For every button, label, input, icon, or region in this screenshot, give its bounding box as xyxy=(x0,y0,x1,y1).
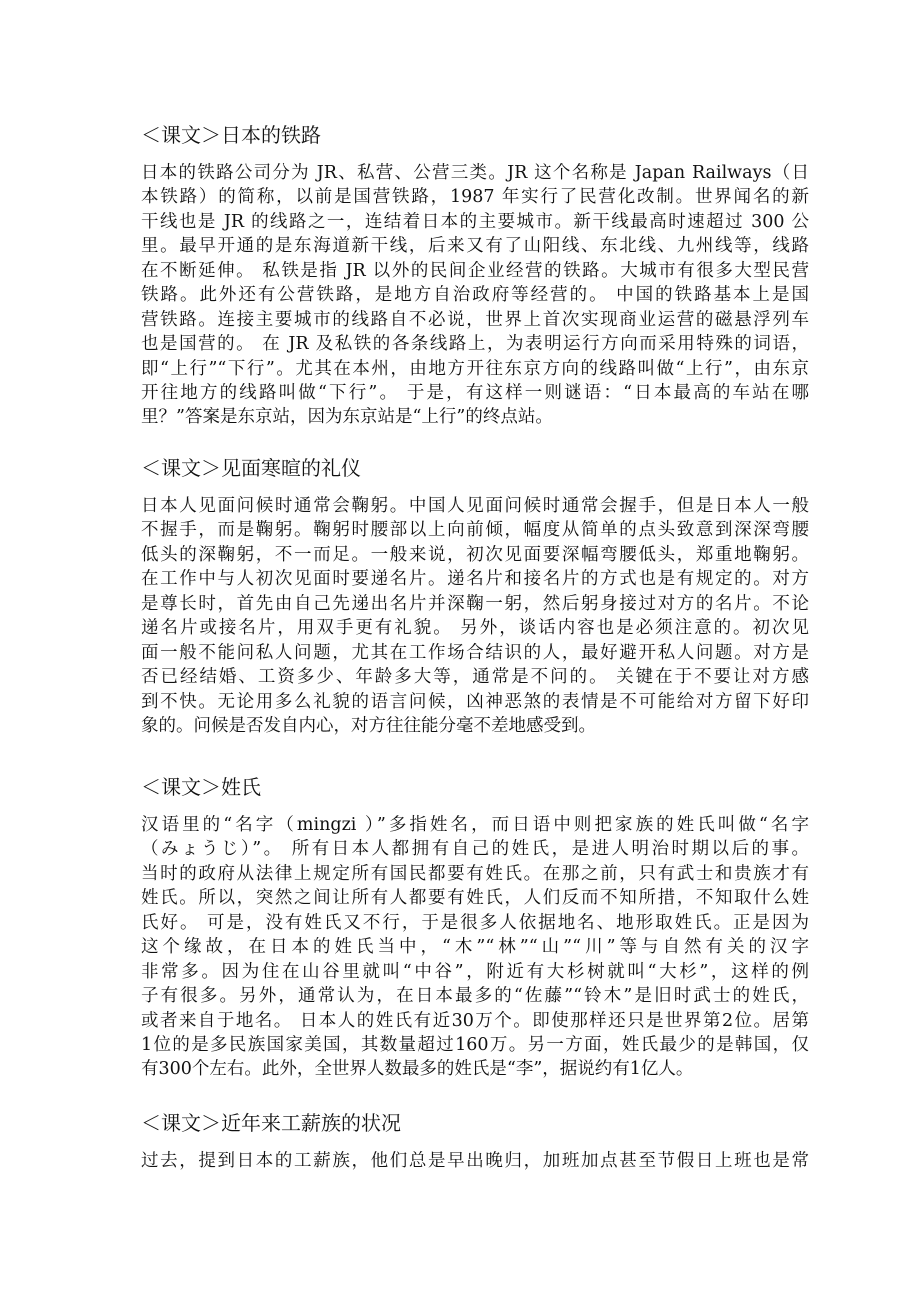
paragraph-line: 或者来自于地名。 日本人的姓氏有近30万个。即使那样还只是世界第2位。居第 xyxy=(141,1010,809,1031)
paragraph-line: 在不断延伸。 私铁是指 JR 以外的民间企业经营的铁路。大城市有很多大型民营 xyxy=(141,260,809,281)
paragraph-line: 在工作中与人初次见面时要递名片。递名片和接名片的方式也是有规定的。对方 xyxy=(141,569,809,590)
section-salarymen xyxy=(141,1109,809,1173)
paragraph-line: 非常多。因为住在山谷里就叫“中谷”，附近有大杉树就叫“大杉”，这样的例 xyxy=(141,961,809,982)
paragraph-line: 到不快。无论用多么礼貌的语言问候，凶神恶煞的表情是不可能给对方留下好印 xyxy=(141,691,809,712)
paragraph-line: 低头的深鞠躬，不一而足。一般来说，初次见面要深幅弯腰低头，郑重地鞠躬。 xyxy=(141,544,809,565)
paragraph-line: 递名片或接名片，用双手更有礼貌。 另外，谈话内容也是必须注意的。初次见 xyxy=(141,618,809,639)
paragraph-line: 不握手，而是鞠躬。鞠躬时腰部以上向前倾，幅度从简单的点头致意到深深弯腰 xyxy=(141,520,809,541)
paragraph-line: 即“上行”“下行”。尤其在本州，由地方开往东京方向的线路叫做“上行”，由东京 xyxy=(141,358,809,379)
paragraph-line: 否已经结婚、工资多少、年龄多大等，通常是不问的。 关键在于不要让对方感 xyxy=(141,667,809,688)
paragraph-line: 氏好。 可是，没有姓氏又不行，于是很多人依据地名、地形取姓氏。正是因为 xyxy=(141,912,809,933)
paragraph-line: 营铁路。连接主要城市的线路自不必说，世界上首次实现商业运营的磁悬浮列车 xyxy=(141,309,809,330)
paragraph-line: 开往地方的线路叫做“下行”。 于是，有这样一则谜语：“日本最高的车站在哪 xyxy=(141,382,809,403)
paragraph-line: （みょうじ）”。 所有日本人都拥有自己的姓氏，是进人明治时期以后的事。 xyxy=(141,839,809,860)
section-title: ＜课文＞近年来工薪族的状况 xyxy=(141,1111,401,1135)
paragraph-line: 面一般不能问私人问题，尤其在工作场合结识的人，最好避开私人问题。对方是 xyxy=(141,642,809,663)
section-surnames xyxy=(141,773,809,1082)
paragraph-line: 里？”答案是东京站，因为东京站是“上行”的终点站。 xyxy=(141,407,553,428)
section-title: ＜课文＞姓氏 xyxy=(141,775,261,799)
paragraph-line: 也是国营的。 在 JR 及私铁的各条线路上，为表明运行方向而采用特殊的词语， xyxy=(141,334,809,355)
paragraph-line: 日本人见面问候时通常会鞠躬。中国人见面问候时通常会握手，但是日本人一般 xyxy=(141,496,809,516)
paragraph-line: 子有很多。另外，通常认为，在日本最多的“佐藤”“铃木”是旧时武士的姓氏， xyxy=(141,986,809,1007)
section-greeting-etiquette xyxy=(141,454,809,738)
paragraph-line: 1位的是多民族国家美国，其数量超过160万。另一方面，姓氏最少的是韩国，仅 xyxy=(141,1034,809,1055)
paragraph-line: 是尊长时，首先由自己先递出名片并深鞠一躬，然后躬身接过对方的名片。不论 xyxy=(141,593,809,614)
section-railways xyxy=(141,121,809,430)
paragraph-line: 本铁路）的简称，以前是国营铁路，1987 年实行了民营化改制。世界闻名的新 xyxy=(141,187,809,208)
paragraph-line: 日本的铁路公司分为 JR、私营、公营三类。JR 这个名称是 Japan Railways（日 xyxy=(141,163,809,183)
section-title: ＜课文＞日本的铁路 xyxy=(141,123,321,147)
paragraph-line: 有300个左右。此外，全世界人数最多的姓氏是“李”，据说约有1亿人。 xyxy=(141,1059,694,1080)
paragraph-line: 当时的政府从法律上规定所有国民都要有姓氏。在那之前，只有武士和贵族才有 xyxy=(141,863,809,884)
paragraph-line: 汉语里的“名字（mingzi ）”多指姓名，而日语中则把家族的姓氏叫做“名字 xyxy=(141,815,809,835)
paragraph-line: 姓氏。所以，突然之间让所有人都要有姓氏，人们反而不知所措，不知取什么姓 xyxy=(141,888,809,909)
paragraph-line: 干线也是 JR 的线路之一，连结着日本的主要城市。新干线最高时速超过 300 公 xyxy=(141,211,809,232)
paragraph-line: 过去，提到日本的工薪族，他们总是早出晚归，加班加点甚至节假日上班也是常 xyxy=(141,1151,809,1171)
paragraph-line: 铁路。此外还有公营铁路，是地方自治政府等经营的。 中国的铁路基本上是国 xyxy=(141,285,809,306)
paragraph-line: 里。最早开通的是东海道新干线，后来又有了山阳线、东北线、九州线等，线路 xyxy=(141,236,809,257)
paragraph-line: 象的。问候是否发自内心，对方往往能分毫不差地感受到。 xyxy=(141,715,596,736)
section-title: ＜课文＞见面寒暄的礼仪 xyxy=(141,456,361,480)
paragraph-line: 这个缘故，在日本的姓氏当中，“木”“林”“山”“川”等与自然有关的汉字 xyxy=(141,937,809,958)
